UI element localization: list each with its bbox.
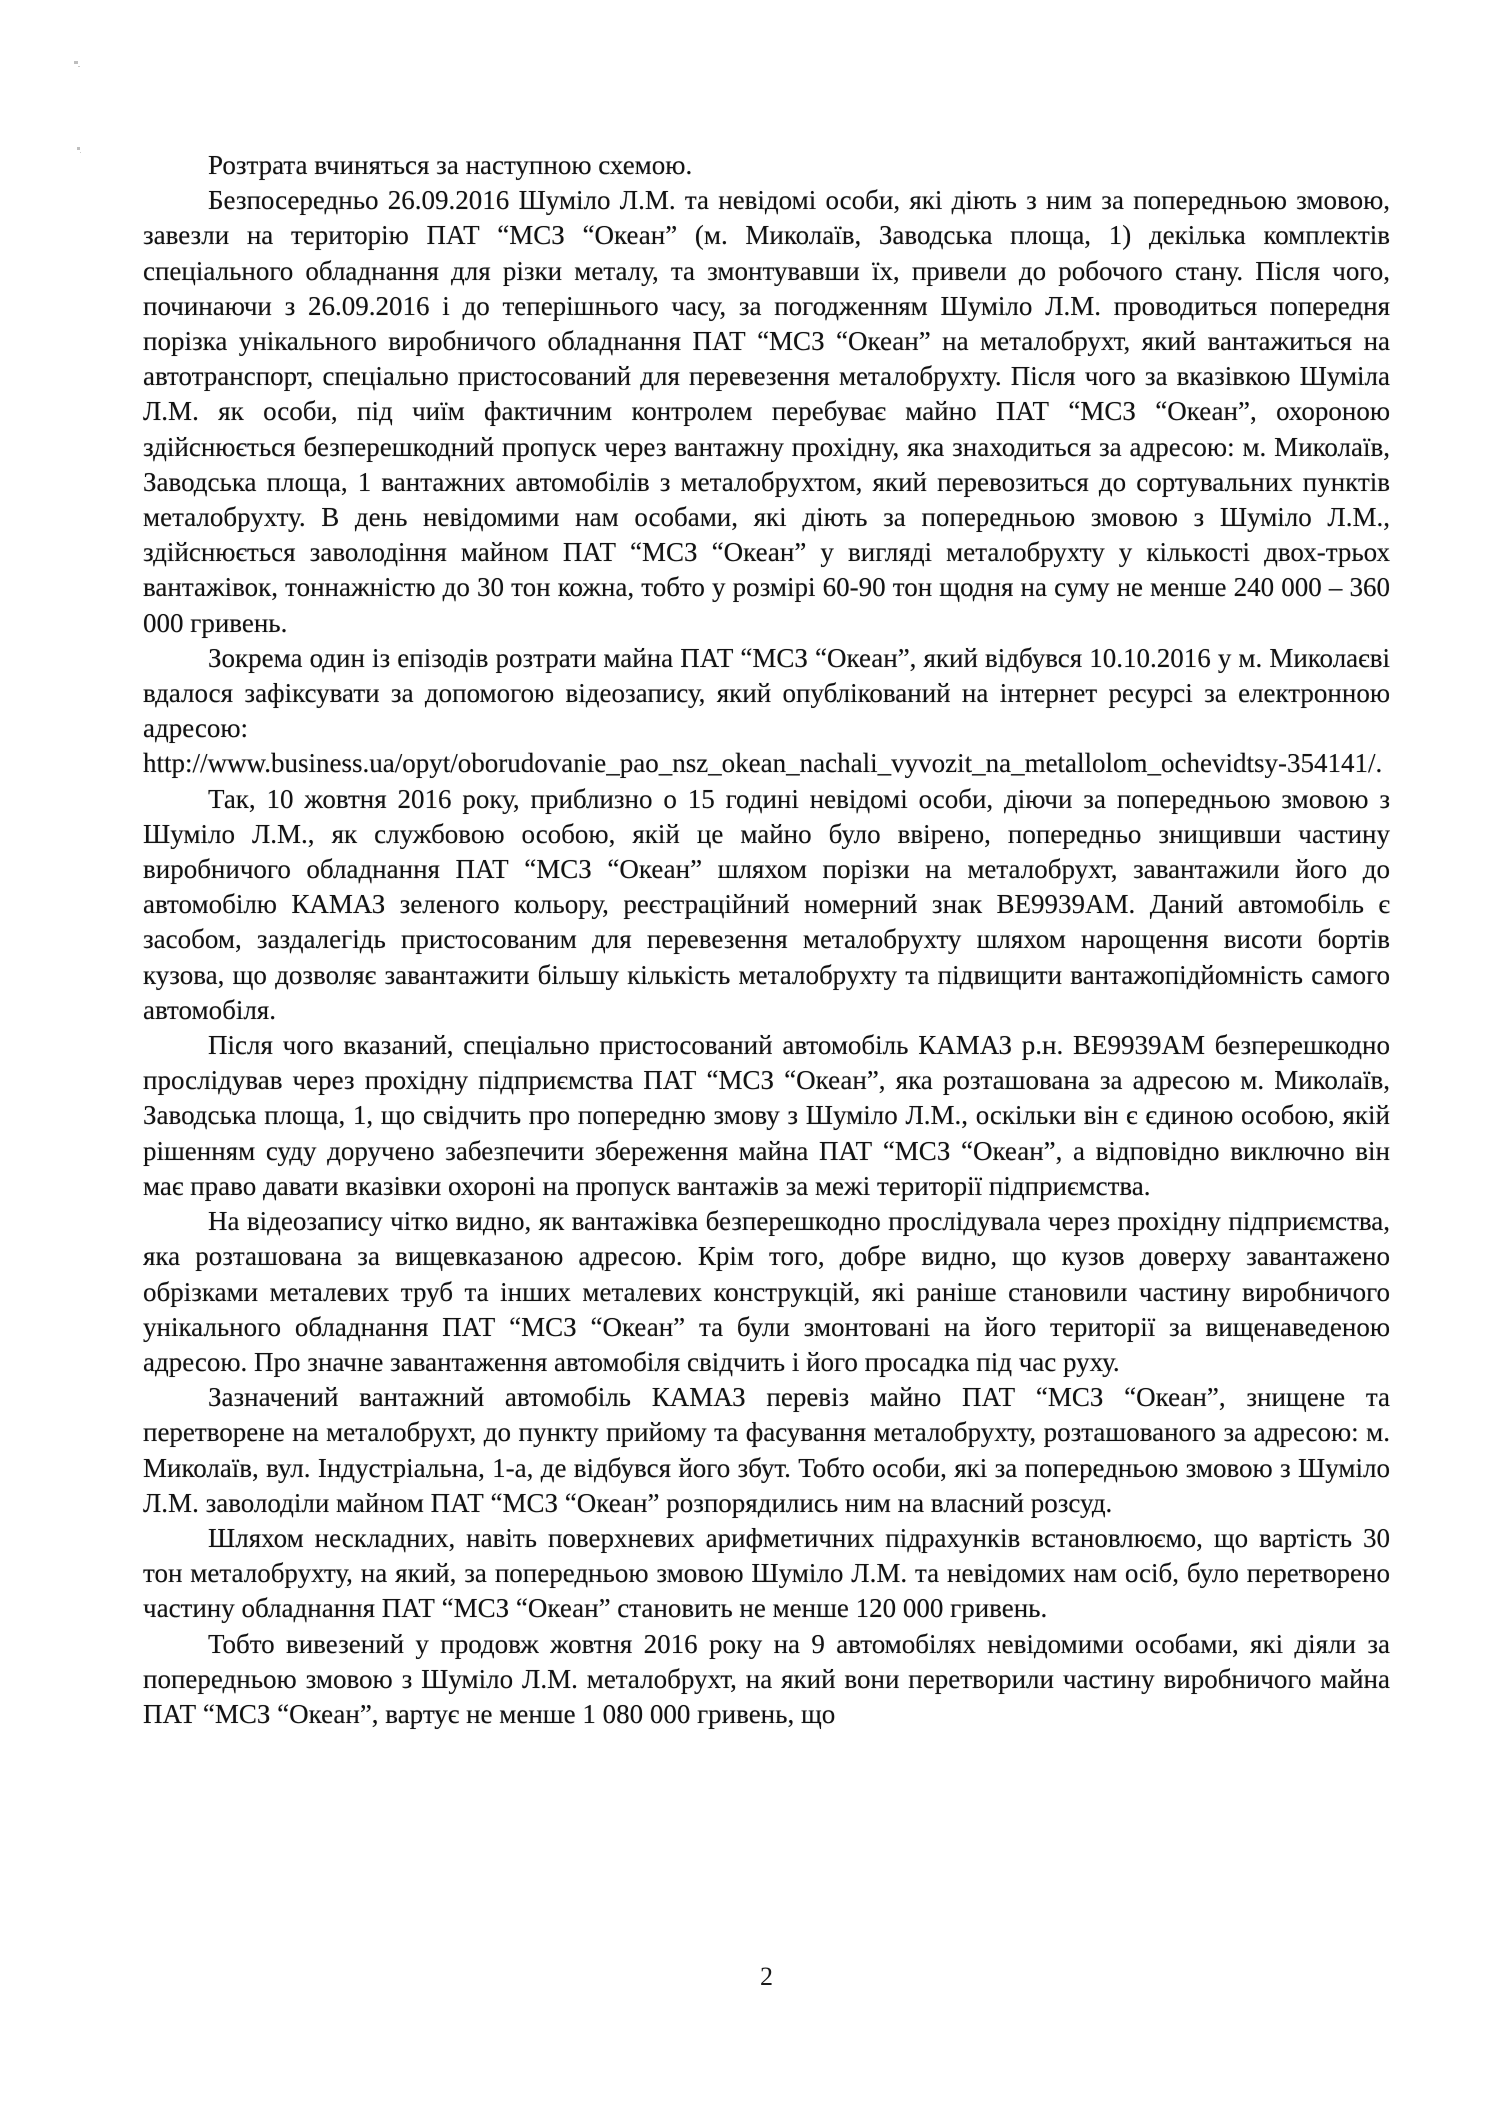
paragraph-episode-video: Зокрема один із епізодів розтрати майна ПАТ “МСЗ “Океан”, який відбувся 10.10.2016 у м. Миколаєві вдалося зафіксувати за допомогою відеозапису, який опублікований на інтернет ресурсі за електронною адресою: <box>143 642 1390 744</box>
page-number: 2 <box>760 1962 773 1991</box>
paragraph-kamaz-passage: Після чого вказаний, спеціально пристосований автомобіль КАМАЗ р.н. ВЕ9939АМ безперешкодно прослідував через прохідну підприємства ПАТ “МСЗ “Океан”, яка розташована за адресою м. Миколаїв, Заводська площа, 1, що свідчить про попередню змову з Шуміло Л.М., оскільки він є єдиною особою, якій рішенням суду доручено забезпечити збереження майна ПАТ “МСЗ “Океан”, а відповідно виключно він має право давати вказівки охороні на пропуск вантажів за межі території підприємства. <box>143 1030 1390 1201</box>
paragraph-october-10-episode: Так, 10 жовтня 2016 року, приблизно о 15 годині невідомі особи, діючи за попередньою змовою з Шуміло Л.М., як службовою особою, якій це майно було ввірено, попередньо знищивши частину виробничого обладнання ПАТ “МСЗ “Океан” шляхом порізки на металобрухт, завантажили його до автомобілю КАМАЗ зеленого кольору, реєстраційний номерний знак ВЕ9939АМ. Даний автомобіль є засобом, заздалегідь пристосованим для перевезення металобрухту шляхом нарощення висоти бортів кузова, що дозволяє завантажити більшу кількість металобрухту та підвищити вантажопідйомність самого автомобіля. <box>143 783 1390 1025</box>
paragraph-video-evidence: На відеозапису чітко видно, як вантажівка безперешкодно прослідувала через прохідну підприємства, яка розташована за вищевказаною адресою. Крім того, добре видно, що кузов доверху завантажено обрізками металевих труб та інших металевих конструкцій, які раніше становили частину виробничого унікального обладнання ПАТ “МСЗ “Океан” та були змонтовані на його території за вищенаведеною адресою. Про значне завантаження автомобіля свідчить і його просадка під час руху. <box>143 1206 1390 1377</box>
paragraph-scheme-description: Безпосередньо 26.09.2016 Шуміло Л.М. та невідомі особи, які діють з ним за попередньою змовою, завезли на територію ПАТ “МСЗ “Океан” (м. Миколаїв, Заводська площа, 1) декілька комплектів спеціального обладнання для різки металу, та змонтувавши їх, привели до робочого стану. Після чого, починаючи з 26.09.2016 і до теперішнього часу, за погодженням Шуміло Л.М. проводиться попередня порізка унікального виробничого обладнання ПАТ “МСЗ “Океан” на металобрухт, який вантажиться на автотранспорт, спеціально пристосований для перевезення металобрухту. Після чого за вказівкою Шуміла Л.М. як особи, під чиїм фактичним контролем перебуває майно ПАТ “МСЗ “Океан”, охороною здійснюється безперешкодний пропуск через вантажну прохідну, яка знаходиться за адресою: м. Миколаїв, Заводська площа, 1 вантажних автомобілів з металобрухтом, який перевозиться до сортувальних пунктів металобрухту. В день невідомими нам особами, які діють за попередньою змовою з Шуміло Л.М., здійснюється заволодіння майном ПАТ “МСЗ “Океан” у вигляді металобрухту у кількості двох-трьох вантажівок, тоннажністю до 30 тон кожна, тобто у розмірі 60-90 тон щодня на суму не менше 240 000 – 360 000 гривень. <box>143 185 1390 638</box>
paragraph-total-value: Тобто вивезений у продовж жовтня 2016 року на 9 автомобілях невідомими особами, які діяли за попередньою змовою з Шуміло Л.М. металобрухт, на який вони перетворили частину виробничого майна ПАТ “МСЗ “Океан”, вартує не менше 1 080 000 гривень, що <box>143 1628 1390 1729</box>
paragraph-scheme-intro: Розтрата вчиняться за наступною схемою. <box>208 150 693 180</box>
paragraph-cost-estimate: Шляхом нескладних, навіть поверхневих арифметичних підрахунків встановлюємо, що вартість 30 тон металобрухту, на який, за попередньою змовою Шуміло Л.М. та невідомих нам осіб, було перетворено частину обладнання ПАТ “МСЗ “Океан” становить не менше 120 000 гривень. <box>143 1522 1390 1624</box>
scan-artifact <box>77 147 80 150</box>
paragraph-scrap-delivery: Зазначений вантажний автомобіль КАМАЗ перевіз майно ПАТ “МСЗ “Океан”, знищене та перетворене на металобрухт, до пункту прийому та фасування металобрухту, розташованого за адресою: м. Миколаїв, вул. Індустріальна, 1-а, де відбувся його збут. Тобто особи, які за попередньою змовою з Шуміло Л.М. заволоділи майном ПАТ “МСЗ “Океан” розпорядились ним на власний розсуд. <box>143 1382 1390 1518</box>
scan-artifact <box>74 61 78 64</box>
document-body <box>143 148 1390 1732</box>
paragraph-video-url: http://www.business.ua/opyt/oborudovanie_pao_nsz_okean_nachali_vyvozit_na_metallolom_ochevidtsy-354141/. <box>143 748 1383 779</box>
